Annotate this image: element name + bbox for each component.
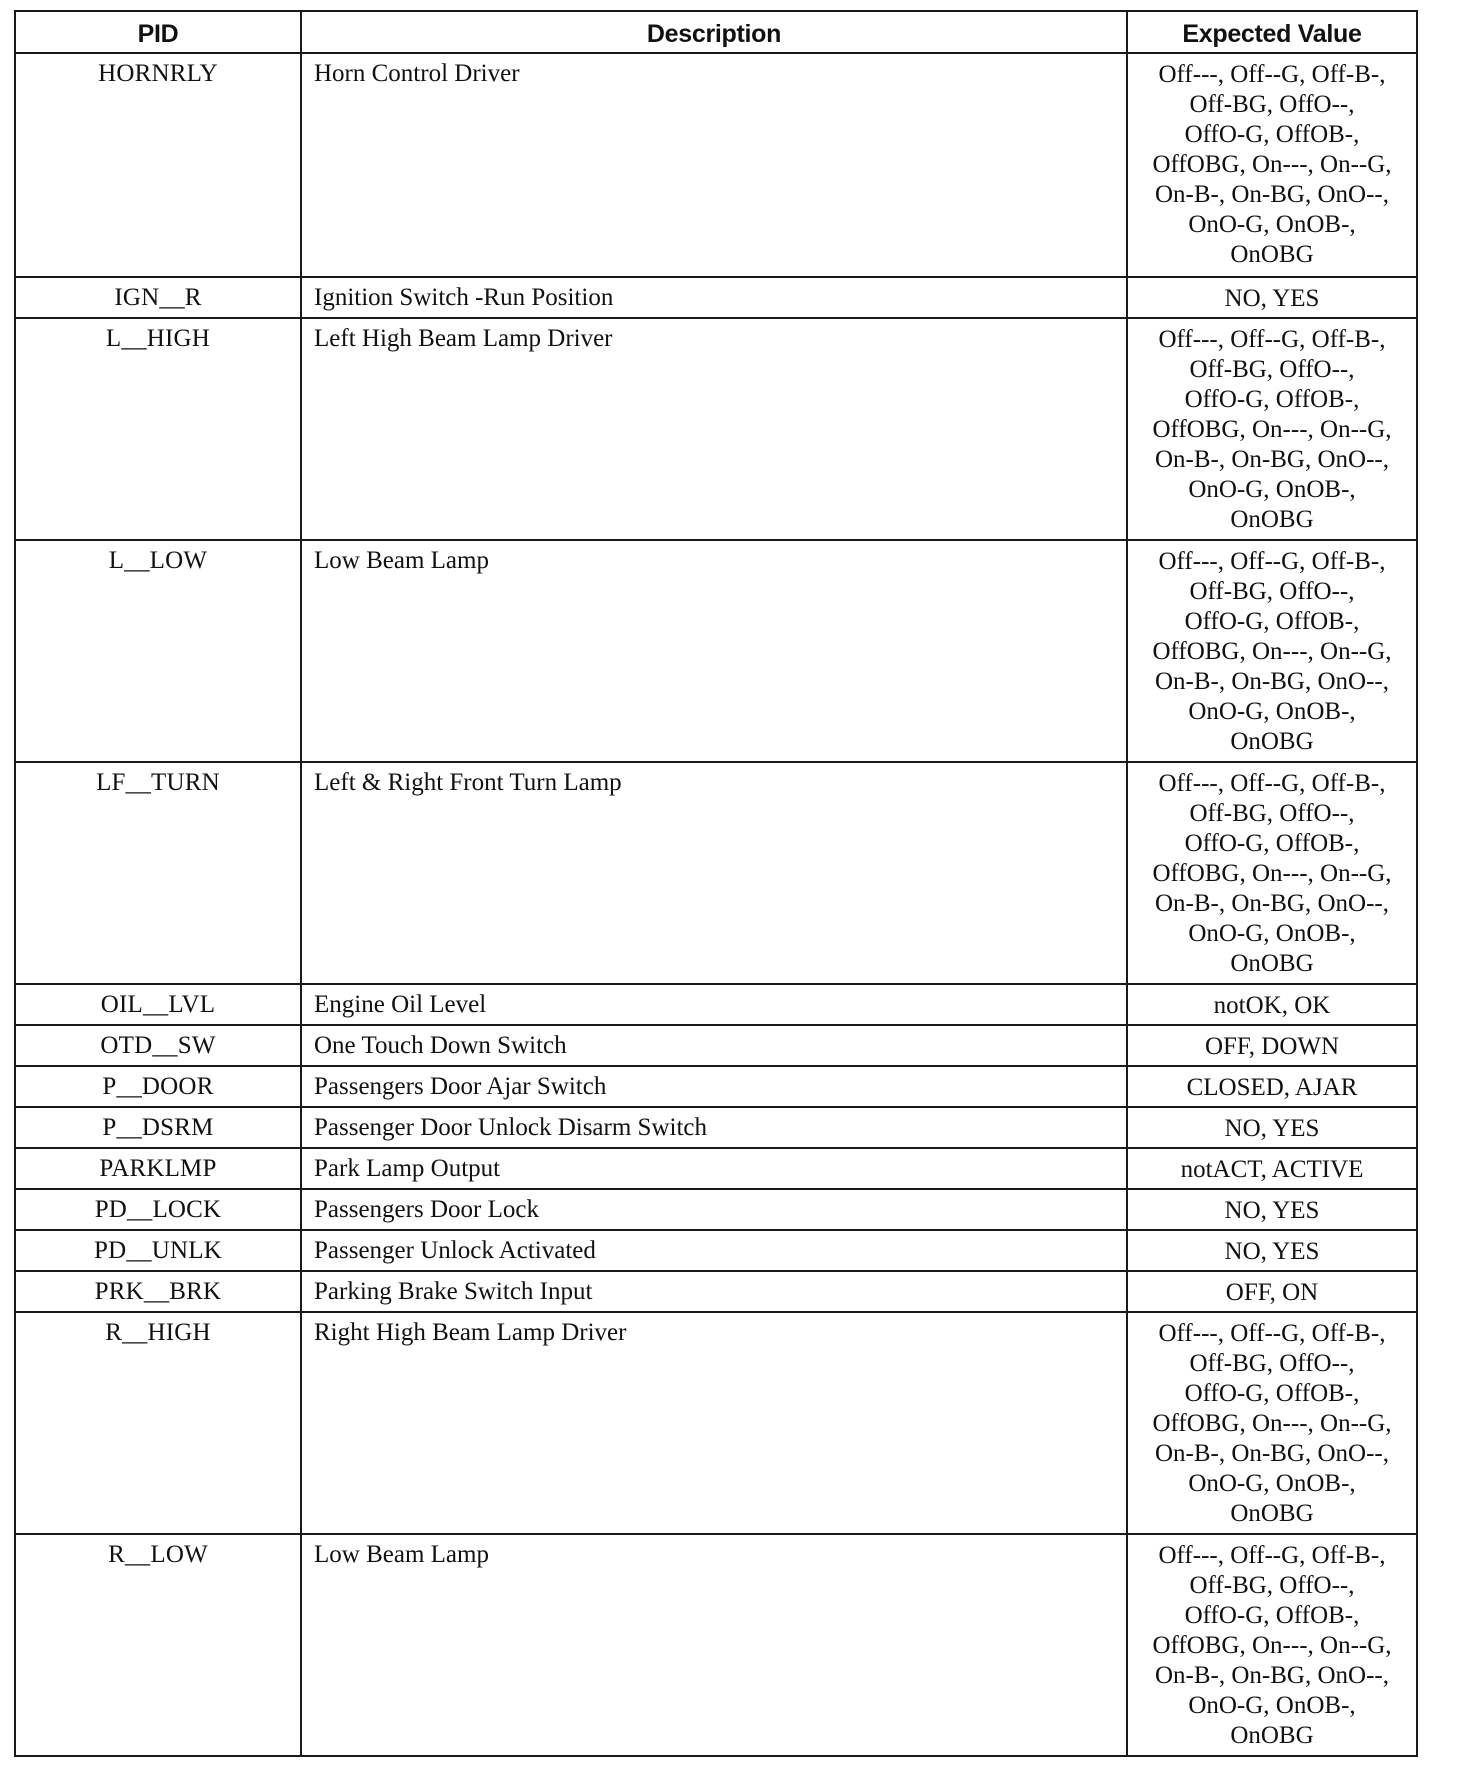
expected-value-line: On-B-, On-BG, OnO--, <box>1155 668 1389 695</box>
table-row <box>15 1534 1417 1756</box>
expected-value-cell <box>1127 1148 1417 1189</box>
expected-value-line: Off-BG, OffO--, <box>1189 800 1355 827</box>
pid-cell: HORNRLY <box>15 53 301 277</box>
expected-value-line: OnOBG <box>1230 1500 1314 1527</box>
expected-value-line: On-B-, On-BG, OnO--, <box>1155 1440 1389 1467</box>
description-cell: Right High Beam Lamp Driver <box>301 1312 1127 1534</box>
expected-value-line: Off-BG, OffO--, <box>1189 1350 1355 1377</box>
pid-cell: L__LOW <box>15 540 301 762</box>
table-row <box>15 1312 1417 1534</box>
expected-value-line: OffO-G, OffOB-, <box>1184 121 1360 148</box>
description-cell: Passengers Door Ajar Switch <box>301 1066 1127 1107</box>
expected-value-cell <box>1127 318 1417 540</box>
expected-value-line: OnOBG <box>1230 950 1314 977</box>
expected-value-cell <box>1127 540 1417 762</box>
pid-cell: R__LOW <box>15 1534 301 1756</box>
expected-value-line: On-B-, On-BG, OnO--, <box>1155 1662 1389 1689</box>
expected-value-line: Off-BG, OffO--, <box>1189 356 1355 383</box>
table-row <box>15 318 1417 540</box>
expected-value-line: NO, YES <box>1224 1197 1320 1224</box>
pid-table-container <box>14 10 1416 1757</box>
description-cell: One Touch Down Switch <box>301 1025 1127 1066</box>
table-row <box>15 1230 1417 1271</box>
pid-cell: PD__LOCK <box>15 1189 301 1230</box>
description-cell: Low Beam Lamp <box>301 540 1127 762</box>
expected-value-line: OnO-G, OnOB-, <box>1188 920 1356 947</box>
pid-cell: PRK__BRK <box>15 1271 301 1312</box>
expected-value-line: OnO-G, OnOB-, <box>1188 211 1356 238</box>
description-cell: Passenger Door Unlock Disarm Switch <box>301 1107 1127 1148</box>
expected-value-line: notACT, ACTIVE <box>1180 1156 1364 1183</box>
expected-value-line: NO, YES <box>1224 1115 1320 1142</box>
expected-value-cell <box>1127 1107 1417 1148</box>
expected-value-line: OffO-G, OffOB-, <box>1184 608 1360 635</box>
header-expected-value: Expected Value <box>1127 11 1417 53</box>
table-row <box>15 762 1417 984</box>
expected-value-line: OffOBG, On---, On--G, <box>1152 1410 1392 1437</box>
table-row <box>15 1025 1417 1066</box>
expected-value-line: OnOBG <box>1230 1722 1314 1749</box>
pid-cell: PD__UNLK <box>15 1230 301 1271</box>
header-description: Description <box>301 11 1127 53</box>
expected-value-line: Off---, Off--G, Off-B-, <box>1158 326 1386 353</box>
table-row <box>15 1189 1417 1230</box>
expected-value-line: On-B-, On-BG, OnO--, <box>1155 181 1389 208</box>
pid-table <box>14 10 1418 1757</box>
expected-value-line: OffO-G, OffOB-, <box>1184 1380 1360 1407</box>
expected-value-line: OffO-G, OffOB-, <box>1184 1602 1360 1629</box>
expected-value-cell <box>1127 1025 1417 1066</box>
expected-value-cell <box>1127 1230 1417 1271</box>
expected-value-line: OnO-G, OnOB-, <box>1188 1470 1356 1497</box>
expected-value-line: Off---, Off--G, Off-B-, <box>1158 548 1386 575</box>
expected-value-cell <box>1127 1189 1417 1230</box>
expected-value-line: On-B-, On-BG, OnO--, <box>1155 446 1389 473</box>
expected-value-line: CLOSED, AJAR <box>1186 1074 1358 1101</box>
table-row <box>15 1271 1417 1312</box>
pid-cell: OTD__SW <box>15 1025 301 1066</box>
description-cell: Parking Brake Switch Input <box>301 1271 1127 1312</box>
description-cell: Engine Oil Level <box>301 984 1127 1025</box>
expected-value-line: OFF, DOWN <box>1204 1033 1340 1060</box>
expected-value-line: Off---, Off--G, Off-B-, <box>1158 61 1386 88</box>
expected-value-line: notOK, OK <box>1213 992 1331 1019</box>
description-cell: Passengers Door Lock <box>301 1189 1127 1230</box>
expected-value-line: Off---, Off--G, Off-B-, <box>1158 770 1386 797</box>
expected-value-line: Off-BG, OffO--, <box>1189 1572 1355 1599</box>
expected-value-line: OnO-G, OnOB-, <box>1188 476 1356 503</box>
expected-value-line: OffOBG, On---, On--G, <box>1152 416 1392 443</box>
expected-value-line: OnO-G, OnOB-, <box>1188 698 1356 725</box>
expected-value-line: OffOBG, On---, On--G, <box>1152 151 1392 178</box>
expected-value-cell <box>1127 1534 1417 1756</box>
description-cell: Park Lamp Output <box>301 1148 1127 1189</box>
expected-value-cell <box>1127 984 1417 1025</box>
expected-value-line: OffOBG, On---, On--G, <box>1152 860 1392 887</box>
expected-value-line: OnOBG <box>1230 506 1314 533</box>
description-cell: Ignition Switch -Run Position <box>301 277 1127 318</box>
description-cell: Passenger Unlock Activated <box>301 1230 1127 1271</box>
table-row <box>15 1148 1417 1189</box>
expected-value-line: NO, YES <box>1224 1238 1320 1265</box>
expected-value-line: OffO-G, OffOB-, <box>1184 386 1360 413</box>
pid-cell: R__HIGH <box>15 1312 301 1534</box>
expected-value-line: Off---, Off--G, Off-B-, <box>1158 1320 1386 1347</box>
expected-value-line: OnOBG <box>1230 728 1314 755</box>
expected-value-line: OnOBG <box>1230 241 1314 268</box>
description-cell: Left & Right Front Turn Lamp <box>301 762 1127 984</box>
table-body <box>15 53 1417 1756</box>
description-cell: Horn Control Driver <box>301 53 1127 277</box>
pid-cell: P__DSRM <box>15 1107 301 1148</box>
table-row <box>15 1066 1417 1107</box>
expected-value-line: Off---, Off--G, Off-B-, <box>1158 1542 1386 1569</box>
expected-value-line: NO, YES <box>1224 285 1320 312</box>
table-row <box>15 53 1417 277</box>
expected-value-line: Off-BG, OffO--, <box>1189 91 1355 118</box>
pid-cell: LF__TURN <box>15 762 301 984</box>
pid-cell: L__HIGH <box>15 318 301 540</box>
table-row <box>15 984 1417 1025</box>
expected-value-line: On-B-, On-BG, OnO--, <box>1155 890 1389 917</box>
header-pid: PID <box>15 11 301 53</box>
pid-cell: PARKLMP <box>15 1148 301 1189</box>
description-cell: Low Beam Lamp <box>301 1534 1127 1756</box>
expected-value-line: Off-BG, OffO--, <box>1189 578 1355 605</box>
table-row <box>15 1107 1417 1148</box>
expected-value-cell <box>1127 1066 1417 1107</box>
expected-value-line: OffOBG, On---, On--G, <box>1152 1632 1392 1659</box>
expected-value-line: OnO-G, OnOB-, <box>1188 1692 1356 1719</box>
expected-value-cell <box>1127 762 1417 984</box>
description-cell: Left High Beam Lamp Driver <box>301 318 1127 540</box>
expected-value-line: OffOBG, On---, On--G, <box>1152 638 1392 665</box>
expected-value-line: OFF, ON <box>1225 1279 1319 1306</box>
table-header-row <box>15 11 1417 53</box>
pid-cell: P__DOOR <box>15 1066 301 1107</box>
expected-value-cell <box>1127 1271 1417 1312</box>
table-row <box>15 277 1417 318</box>
expected-value-cell <box>1127 53 1417 277</box>
expected-value-cell <box>1127 1312 1417 1534</box>
expected-value-line: OffO-G, OffOB-, <box>1184 830 1360 857</box>
expected-value-cell <box>1127 277 1417 318</box>
pid-cell: OIL__LVL <box>15 984 301 1025</box>
pid-cell: IGN__R <box>15 277 301 318</box>
table-row <box>15 540 1417 762</box>
